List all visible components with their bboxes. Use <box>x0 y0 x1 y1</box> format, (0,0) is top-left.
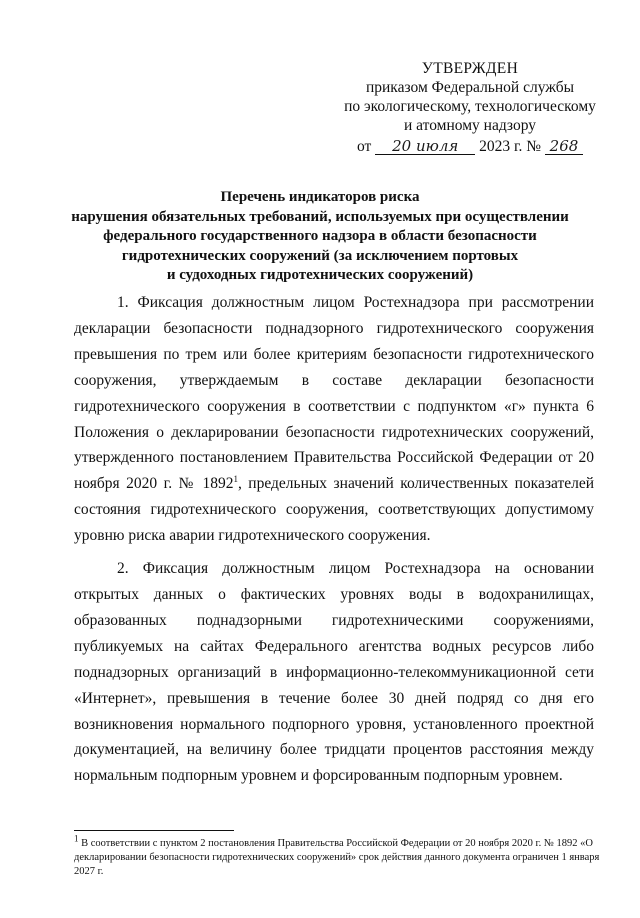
year-and-number-label: 2023 г. № <box>479 138 542 155</box>
footnote <box>74 833 600 880</box>
paragraph-1-text: 1. Фиксация должностным лицом Ростехнадзора при рассмотрении декларации безопасности поднадзорного гидротехнического сооружения превышения по трем или более критериям безопасности гидротехнического сооружения, утверждаемым в составе декларации безопасности гидротехнического сооружения в соответствии с подпунктом «г» пункта 6 Положения о декларировании безопасности гидротехнических сооружений, утвержденного постановлением Правительства Российской Федерации от 20 ноября 2020 г. № 1892 <box>74 294 594 493</box>
footnote-text: В соответствии с пунктом 2 постановления Правительства Российской Федерации от 20 ноября 2020 г. № 1892 «О декларировании безопасности гидротехнических сооружений» срок действия данного документа ограничен 1 января 2027 г. <box>74 838 600 878</box>
title-line-2: нарушения обязательных требований, используемых при осуществлении <box>71 208 569 225</box>
approval-line-2: по экологическому, технологическому <box>344 98 596 115</box>
approval-stamp <box>320 59 620 156</box>
approval-line-3: и атомному надзору <box>404 117 536 134</box>
paragraph-2: 2. Фиксация должностным лицом Ростехнадзора на основании открытых данных о фактических уровнях воды в водохранилищах, образованных поднадзорными гидротехническими сооружениями, публикуемых на сайтах Федерального агентства водных ресурсов либо поднадзорных организаций в информационно-телекоммуникационной сети «Интернет», превышения в течение более 30 дней подряд со дня его возникновения нормального подпорного уровня, установленного проектной документацией, на величину более тридцати процентов расстояния между нормальным подпорным уровнем и форсированным подпорным уровнем. <box>74 560 594 785</box>
approval-title: УТВЕРЖДЕН <box>421 60 519 77</box>
footnote-marker: 1 <box>74 833 79 844</box>
title-line-4: гидротехнических сооружений (за исключением портовых <box>121 247 519 264</box>
footnote-separator <box>74 830 234 831</box>
paragraph-1-continuation: , предельных значений количественных показателей состояния гидротехнического сооружения, соответствующих допустимому уровню риска аварии гидротехнического сооружения. <box>74 475 595 545</box>
paragraph-1 <box>74 290 594 549</box>
approval-line-1: приказом Федеральной службы <box>365 79 575 96</box>
document-body <box>74 290 594 796</box>
title-line-5: и судоходных гидротехнических сооружений) <box>166 267 474 283</box>
footnote-reference: 1 <box>233 474 238 485</box>
approval-date-line <box>320 137 620 156</box>
title-line-3: федерального государственного надзора в области безопасности <box>103 228 537 244</box>
handwritten-order-number: 268 <box>545 138 583 155</box>
date-prefix: от <box>357 138 372 155</box>
handwritten-date: 20 июля <box>375 138 475 155</box>
title-line-1: Перечень индикаторов риска <box>220 189 420 205</box>
document-title <box>60 188 580 286</box>
